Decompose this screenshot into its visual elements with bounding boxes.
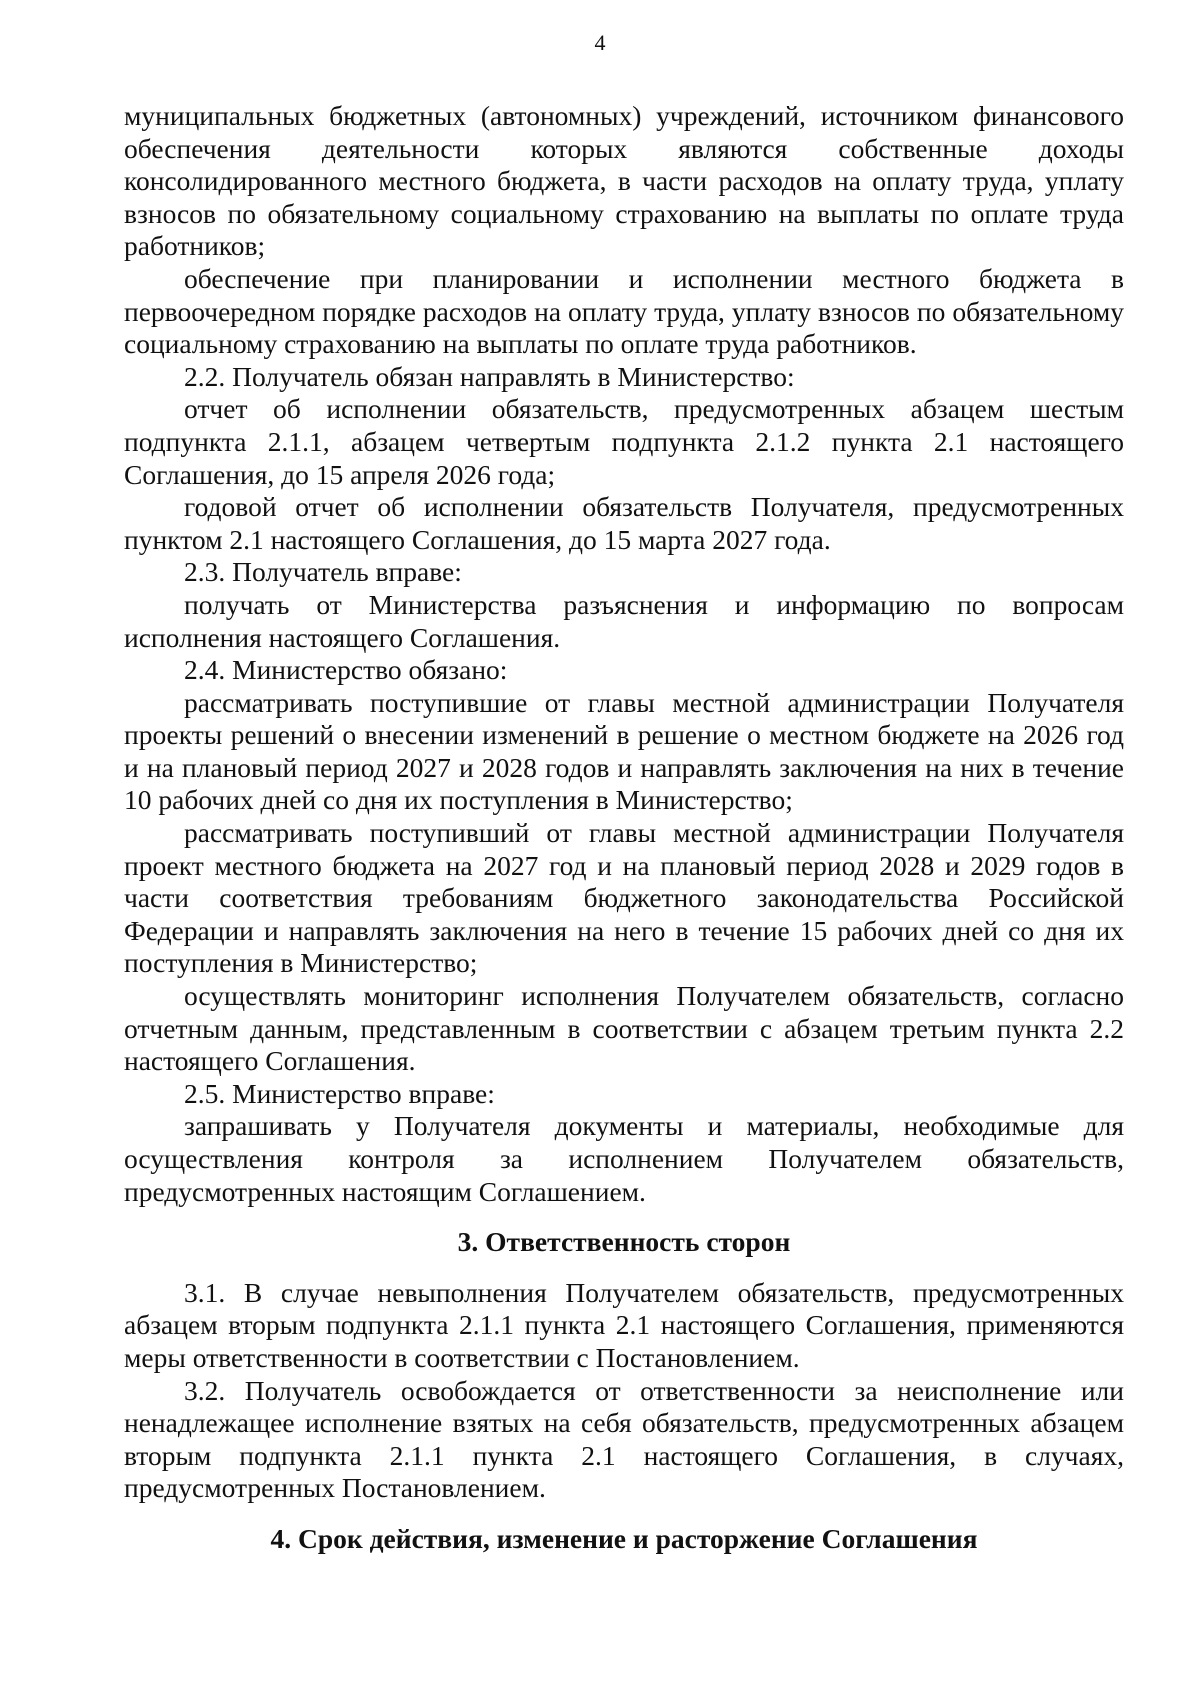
clause-2-2: 2.2. Получатель обязан направлять в Министерство:	[184, 360, 795, 392]
paragraph-review-draft-decisions: рассматривать поступившие от главы местной администрации Получателя проекты решений о внесении изменений в решение о местном бюджете на 2026 год и на плановый период 2027 и 2028 годов и направлять заключения на них в течение 10 рабочих дней со дня их поступления в Министерство;	[124, 686, 1124, 816]
paragraph-review-draft-budget: рассматривать поступивший от главы местной администрации Получателя проект местного бюджета на 2027 год и на плановый период 2028 и 2029 годов в части соответствия требованиям бюджетного законодательства Российской Федерации и направлять заключения на него в течение 15 рабочих дней со дня их поступления в Министерство;	[124, 817, 1124, 979]
paragraph-priority-expenses: обеспечение при планировании и исполнении местного бюджета в первоочередном порядке расходов на оплату труда, уплату взносов по обязательному социальному страхованию на выплаты по оплате труда работников.	[124, 262, 1124, 360]
clause-3-1: 3.1. В случае невыполнения Получателем обязательств, предусмотренных абзацем вторым подпункта 2.1.1 пункта 2.1 настоящего Соглашения, применяются меры ответственности в соответствии с Постановлением.	[124, 1276, 1124, 1373]
paragraph-annual-report: годовой отчет об исполнении обязательств Получателя, предусмотренных пунктом 2.1 настоящего Соглашения, до 15 марта 2027 года.	[124, 491, 1124, 555]
clause-3-2: 3.2. Получатель освобождается от ответственности за неисполнение или ненадлежащее исполнение взятых на себя обязательств, предусмотренных абзацем вторым подпункта 2.1.1 пункта 2.1 настоящего Соглашения, в случаях, предусмотренных Постановлением.	[124, 1374, 1124, 1504]
paragraph-receive-explanations: получать от Министерства разъяснения и информацию по вопросам исполнения настоящего Соглашения.	[124, 588, 1124, 653]
clause-2-3: 2.3. Получатель вправе:	[184, 556, 462, 588]
clause-2-4: 2.4. Министерство обязано:	[184, 654, 508, 686]
paragraph-request-documents: запрашивать у Получателя документы и материалы, необходимые для осуществления контроля за исполнением Получателем обязательств, предусмотренных настоящим Соглашением.	[124, 1110, 1124, 1207]
section-4-heading: 4. Срок действия, изменение и расторжение Соглашения	[270, 1522, 978, 1554]
section-3-heading: 3. Ответственность сторон	[457, 1226, 791, 1258]
paragraph-continuation: муниципальных бюджетных (автономных) учреждений, источником финансового обеспечения деятельности которых являются собственные доходы консолидированного местного бюджета, в части расходов на оплату труда, уплату взносов по обязательному социальному страхованию на выплаты по оплате труда работников;	[124, 100, 1124, 262]
clause-2-5: 2.5. Министерство вправе:	[184, 1077, 495, 1109]
document-body	[124, 100, 1124, 1556]
page-number: 4	[594, 30, 606, 55]
paragraph-report-obligations: отчет об исполнении обязательств, предусмотренных абзацем шестым подпункта 2.1.1, абзацем четвертым подпункта 2.1.2 пункта 2.1 настоящего Соглашения, до 15 апреля 2026 года;	[124, 393, 1124, 490]
paragraph-monitoring: осуществлять мониторинг исполнения Получателем обязательств, согласно отчетным данным, представленным в соответствии с абзацем третьим пункта 2.2 настоящего Соглашения.	[124, 980, 1124, 1077]
